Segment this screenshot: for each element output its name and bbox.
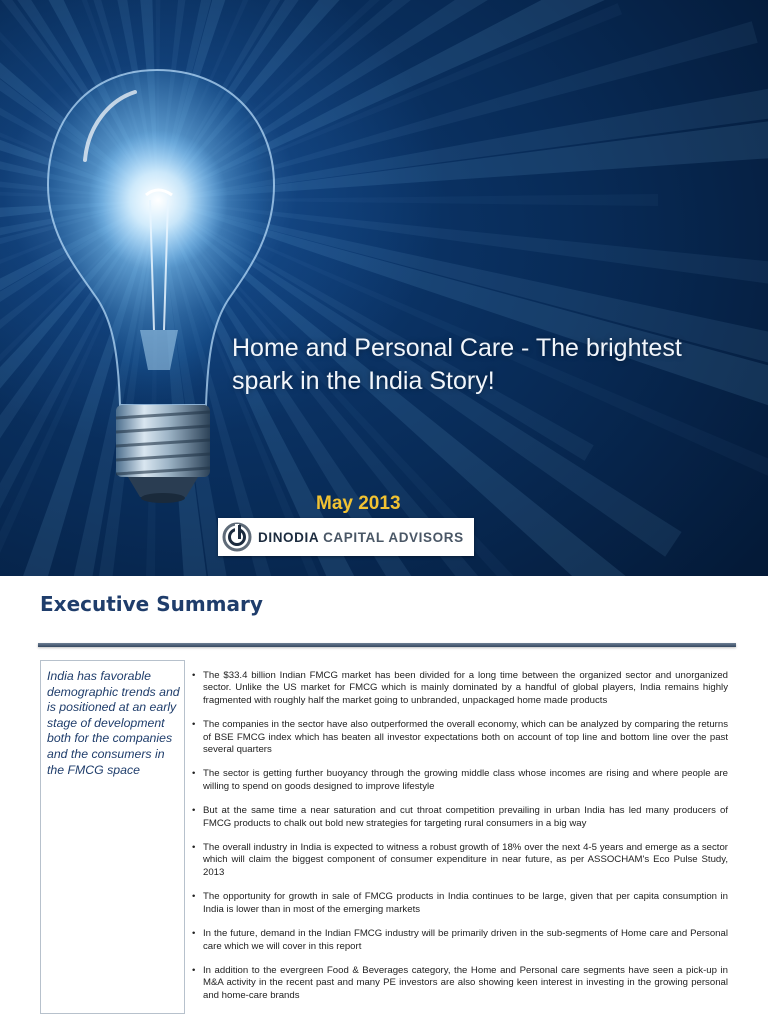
bullet-text: In addition to the evergreen Food & Beverages category, the Home and Personal care segments have seen a pick-up in M&A activity in the recent past and many PE investors are also showing keen interest in investing in the growing personal and home-care brands (203, 964, 728, 1001)
bullet-marker: • (192, 805, 196, 817)
list-item (190, 805, 728, 830)
bullet-text: The sector is getting further buoyancy through the growing middle class whose incomes are rising and where people are willing to spend on goods designed to improve lifestyle (203, 768, 728, 792)
logo-wordmark (258, 530, 464, 545)
bullet-marker: • (192, 928, 196, 940)
cover-title (232, 332, 732, 398)
dinodia-logo-icon (222, 522, 252, 552)
cover-title-line-2: spark in the India Story! (232, 367, 495, 395)
list-item (190, 965, 728, 1002)
list-item (190, 842, 728, 879)
bullet-marker: • (192, 670, 196, 681)
report-date: May 2013 (316, 493, 401, 514)
sidebar-callout-text: India has favorable demographic trends and is positioned at an early stage of development both for the companies and the consumers in the FMCG space (47, 669, 180, 777)
bullet-marker: • (192, 891, 196, 903)
bullet-text: The companies in the sector have also outperformed the overall economy, which can be analyzed by comparing the returns of BSE FMCG index which has beaten all investor expectations both on account of top line and bottom line over the past several quarters (203, 719, 728, 756)
bullet-text: The $33.4 billion Indian FMCG market has been divided for a long time between the organized sector and unorganized sector. Unlike the US market for FMCG which is mainly dominated by a handful of global players, India remains highly fragmented with roughly half the market going to unbranded, unpackaged home made products (203, 670, 728, 706)
bullet-text: But at the same time a near saturation and cut throat competition prevailing in urban India has led many producers of FMCG products to chalk out bold new strategies for targeting rural consumers in a big way (203, 805, 728, 829)
summary-bullet-list (190, 670, 728, 1014)
bullet-text: In the future, demand in the Indian FMCG industry will be primarily driven in the sub-segments of Home care and Personal care which we will cover in this report (203, 928, 728, 952)
bullet-marker: • (192, 768, 196, 780)
bullet-text: The opportunity for growth in sale of FMCG products in India continues to be large, given that per capita consumption in India is lower than in most of the emerging markets (203, 891, 728, 915)
section-heading: Executive Summary (40, 592, 263, 616)
bullet-marker: • (192, 964, 196, 976)
list-item (190, 768, 728, 793)
cover-title-line-1: Home and Personal Care - The brightest (232, 334, 682, 362)
logo-word-capital-advisors: CAPITAL ADVISORS (323, 529, 464, 545)
bullet-marker: • (192, 842, 196, 854)
heading-divider (38, 643, 736, 647)
list-item (190, 719, 728, 756)
list-item (190, 928, 728, 953)
logo-word-dinodia: DINODIA (258, 529, 319, 545)
list-item (190, 670, 728, 707)
bullet-text: The overall industry in India is expected to witness a robust growth of 18% over the next 4-5 years and emerge as a sector which will claim the biggest component of consumer expenditure in near future, as per ASSOCHAM's Eco Pulse Study, 2013 (203, 842, 728, 878)
list-item (190, 891, 728, 916)
bullet-marker: • (192, 719, 196, 731)
company-logo (218, 518, 474, 556)
